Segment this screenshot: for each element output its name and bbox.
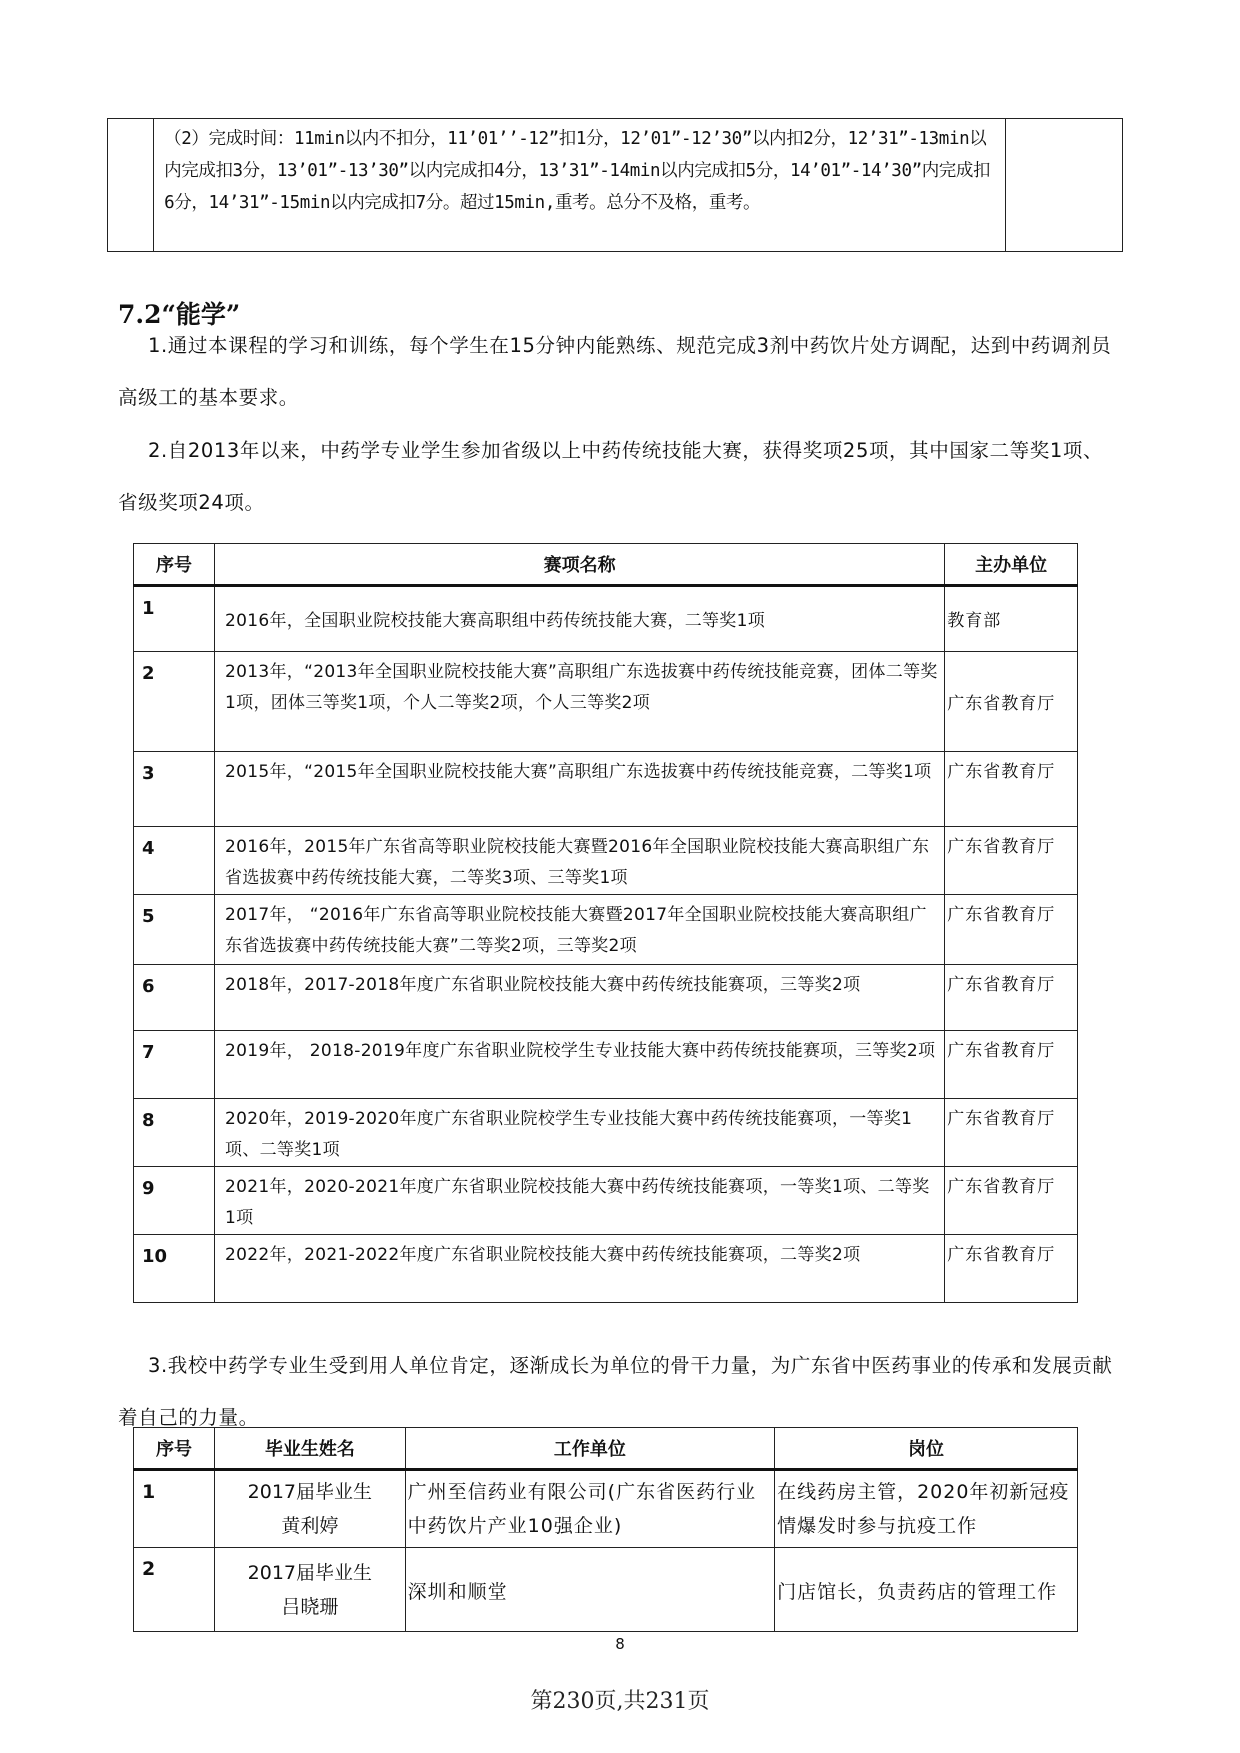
table-row bbox=[134, 1167, 1078, 1235]
paragraph-2-text: 2.自2013年以来，中药学专业学生参加省级以上中药传统技能大赛，获得奖项25项，其中国家二等奖1项、省级奖项24项。 bbox=[118, 439, 1104, 514]
graduate-name: 黄利婷 bbox=[281, 1515, 339, 1537]
scoring-criteria-text: （2）完成时间：11min以内不扣分，11’01’’-12”扣1分，12’01”-12’30”以内扣2分，12’31”-13min以内完成扣3分，13’01”-13’30”以内完成扣4分，13’31”-14min以内完成扣5分，14’01”-14’30”内完成扣6分，14’31”-15min以内完成扣7分。超过15min,重考。总分不及格，重考。 bbox=[154, 119, 1006, 252]
header-employer: 工作单位 bbox=[405, 1428, 774, 1470]
graduates-table bbox=[133, 1427, 1078, 1632]
table-row bbox=[134, 827, 1078, 895]
table-row bbox=[134, 895, 1078, 965]
table-cell-empty bbox=[108, 119, 154, 252]
graduate-name: 吕晓珊 bbox=[281, 1595, 339, 1618]
table-header-row bbox=[134, 1428, 1078, 1470]
graduate-cell bbox=[215, 1470, 406, 1548]
competition-name: 2017年， “2016年广东省高等职业院校技能大赛暨2017年全国职业院校技能大赛高职组广东省选拔赛中药传统技能大赛”二等奖2项，三等奖2项 bbox=[215, 895, 945, 965]
employer: 广州至信药业有限公司(广东省医药行业中药饮片产业10强企业) bbox=[405, 1470, 774, 1548]
organizer: 广东省教育厅 bbox=[945, 965, 1078, 1031]
organizer: 广东省教育厅 bbox=[945, 1167, 1078, 1235]
graduate-class: 2017届毕业生 bbox=[247, 1481, 373, 1503]
competition-name: 2015年，“2015年全国职业院校技能大赛”高职组广东选拔赛中药传统技能竞赛，二等奖1项 bbox=[215, 752, 945, 827]
row-no: 9 bbox=[134, 1167, 215, 1235]
organizer: 广东省教育厅 bbox=[945, 895, 1078, 965]
table-row bbox=[134, 586, 1078, 652]
row-no: 1 bbox=[134, 1470, 215, 1548]
competition-name: 2016年，2015年广东省高等职业院校技能大赛暨2016年全国职业院校技能大赛高职组广东省选拔赛中药传统技能大赛，二等奖3项、三等奖1项 bbox=[215, 827, 945, 895]
competition-name: 2019年， 2018-2019年度广东省职业院校学生专业技能大赛中药传统技能赛项，三等奖2项 bbox=[215, 1031, 945, 1099]
organizer: 广东省教育厅 bbox=[945, 1031, 1078, 1099]
page-of-total: 第230页,共231页 bbox=[530, 1689, 710, 1714]
table-row bbox=[134, 1031, 1078, 1099]
table-row bbox=[134, 965, 1078, 1031]
competition-name: 2022年，2021-2022年度广东省职业院校技能大赛中药传统技能赛项，二等奖2项 bbox=[215, 1235, 945, 1303]
competition-name: 2021年，2020-2021年度广东省职业院校技能大赛中药传统技能赛项，一等奖1项、二等奖1项 bbox=[215, 1167, 945, 1235]
competition-name: 2013年，“2013年全国职业院校技能大赛”高职组广东选拔赛中药传统技能竞赛，团体二等奖1项，团体三等奖1项，个人二等奖2项，个人三等奖2项 bbox=[215, 652, 945, 752]
paragraph-1 bbox=[118, 320, 1123, 424]
header-no: 序号 bbox=[134, 544, 215, 586]
table-row bbox=[108, 119, 1123, 252]
row-no: 1 bbox=[134, 586, 215, 652]
competitions-table bbox=[133, 543, 1078, 1303]
organizer: 广东省教育厅 bbox=[945, 827, 1078, 895]
row-no: 2 bbox=[134, 652, 215, 752]
header-position: 岗位 bbox=[775, 1428, 1078, 1470]
organizer: 广东省教育厅 bbox=[945, 652, 1078, 752]
row-no: 10 bbox=[134, 1235, 215, 1303]
paragraph-2 bbox=[118, 425, 1123, 529]
table-row bbox=[134, 1470, 1078, 1548]
header-organizer: 主办单位 bbox=[945, 544, 1078, 586]
row-no: 7 bbox=[134, 1031, 215, 1099]
row-no: 4 bbox=[134, 827, 215, 895]
competition-name: 2016年，全国职业院校技能大赛高职组中药传统技能大赛，二等奖1项 bbox=[215, 586, 945, 652]
table-row bbox=[134, 1235, 1078, 1303]
paragraph-3-text: 3.我校中药学专业生受到用人单位肯定，逐渐成长为单位的骨干力量，为广东省中医药事业的传承和发展贡献着自己的力量。 bbox=[118, 1354, 1113, 1429]
section-heading: 7.2“能学” bbox=[118, 300, 241, 329]
organizer: 广东省教育厅 bbox=[945, 1099, 1078, 1167]
graduate-cell bbox=[215, 1548, 406, 1632]
position: 门店馆长，负责药店的管理工作 bbox=[775, 1548, 1078, 1632]
row-no: 2 bbox=[134, 1548, 215, 1632]
table-cell-empty bbox=[1006, 119, 1123, 252]
organizer: 教育部 bbox=[945, 586, 1078, 652]
row-no: 3 bbox=[134, 752, 215, 827]
table-row bbox=[134, 1099, 1078, 1167]
table-row bbox=[134, 752, 1078, 827]
header-graduate-name: 毕业生姓名 bbox=[215, 1428, 406, 1470]
graduate-class: 2017届毕业生 bbox=[247, 1561, 373, 1584]
paragraph-1-text: 1.通过本课程的学习和训练，每个学生在15分钟内能熟练、规范完成3剂中药饮片处方调配，达到中药调剂员高级工的基本要求。 bbox=[118, 334, 1112, 409]
row-no: 5 bbox=[134, 895, 215, 965]
organizer: 广东省教育厅 bbox=[945, 752, 1078, 827]
employer: 深圳和顺堂 bbox=[405, 1548, 774, 1632]
table-row bbox=[134, 1548, 1078, 1632]
organizer: 广东省教育厅 bbox=[945, 1235, 1078, 1303]
position: 在线药房主管，2020年初新冠疫情爆发时参与抗疫工作 bbox=[775, 1470, 1078, 1548]
table-header-row bbox=[134, 544, 1078, 586]
competition-name: 2018年，2017-2018年度广东省职业院校技能大赛中药传统技能赛项，三等奖2项 bbox=[215, 965, 945, 1031]
table-row bbox=[134, 652, 1078, 752]
row-no: 6 bbox=[134, 965, 215, 1031]
header-no: 序号 bbox=[134, 1428, 215, 1470]
header-competition-name: 赛项名称 bbox=[215, 544, 945, 586]
competition-name: 2020年，2019-2020年度广东省职业院校学生专业技能大赛中药传统技能赛项，一等奖1项、二等奖1项 bbox=[215, 1099, 945, 1167]
scoring-table bbox=[107, 118, 1123, 252]
page-number: 8 bbox=[615, 1635, 625, 1653]
row-no: 8 bbox=[134, 1099, 215, 1167]
